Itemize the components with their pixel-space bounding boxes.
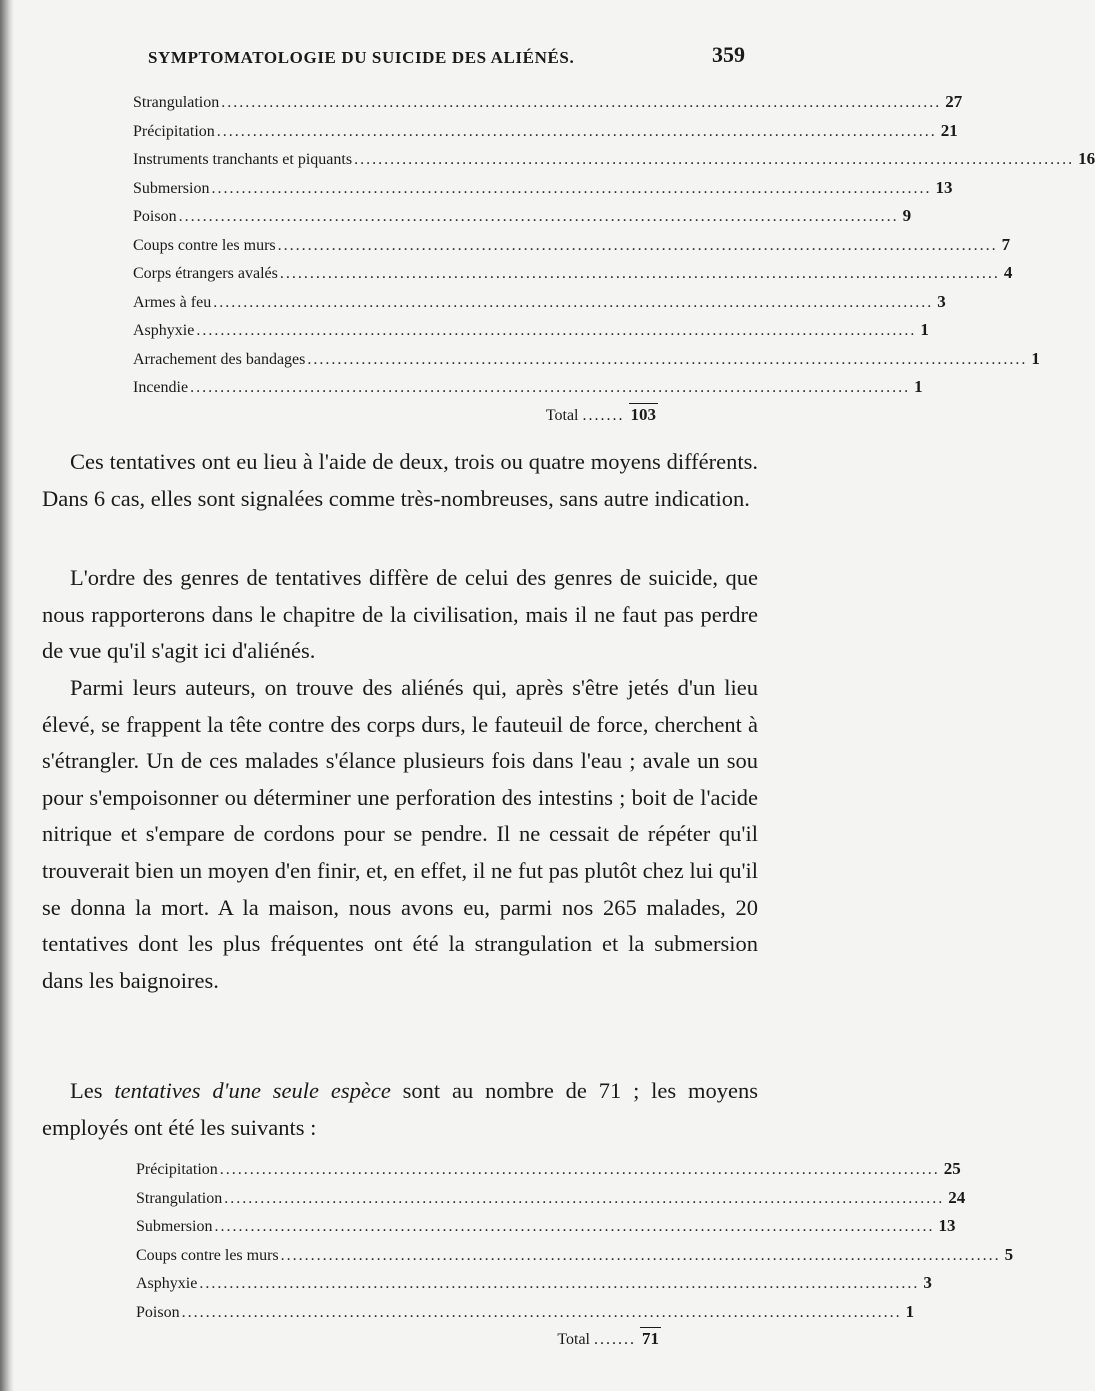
single-kind-means-table (136, 1155, 1014, 1354)
dot-leader: ........................................................................................................................ (280, 1246, 1001, 1264)
dot-leader: ........................................................................................................................ (224, 1189, 945, 1207)
table-row (133, 202, 912, 231)
dot-leader: ........................................................................................................................ (219, 1161, 940, 1178)
row-value: 7 (1001, 234, 1011, 254)
dot-leader: ........................................................................................................................ (181, 1303, 902, 1321)
row-value: 27 (945, 92, 963, 111)
row-label: Submersion (136, 1218, 213, 1235)
dot-leader: ........................................................................................................................ (279, 265, 1000, 282)
row-label: Strangulation (133, 94, 220, 111)
dot-leader: ....... (582, 406, 625, 424)
row-value: 21 (940, 120, 958, 140)
dot-leader: ........................................................................................................................ (277, 236, 998, 254)
row-value: 1 (905, 1301, 915, 1321)
row-label: Incendie (133, 379, 189, 396)
table-row (133, 174, 953, 203)
table-row (133, 373, 923, 402)
paragraph-single-kind-end: sont au nombre de 71 ; les moyens employés ont été les suivants : (42, 1078, 758, 1140)
row-value: 4 (1003, 263, 1013, 282)
dot-leader: ........................................................................................................................ (354, 151, 1075, 168)
table-row (133, 145, 1095, 174)
dot-leader: ........................................................................................................................ (211, 179, 932, 197)
dot-leader: ....... (594, 1331, 636, 1348)
page-number: 359 (712, 42, 745, 67)
dot-leader: ........................................................................................................................ (213, 293, 934, 311)
row-label: Arrachement des bandages (133, 350, 306, 368)
paragraph-cases: Parmi leurs auteurs, on trouve des aliénés qui, après s'être jetés d'un lieu élevé, se frappent la tête contre des corps durs, le fauteuil de force, cherchent à s'étrangler. Un de ces malades s'élance plusieurs fois dans l'eau ; avale un sou pour s'empoisonner ou déterminer une perforation des intestins ; boit de l'acide nitrique et s'empare de cordons pour se pendre. Il ne cessait de répéter qu'il trouverait bien un moyen d'en finir, et, en effet, il ne fut pas plutôt chez lui qu'il se donna la mort. A la maison, nous avons eu, parmi nos 265 malades, 20 tentatives dont les plus fréquentes ont été la strangulation et la submersion dans les baignoires. (42, 675, 758, 993)
paragraph-single-kind (42, 1073, 758, 1146)
table-row (133, 259, 1013, 288)
row-value: 3 (923, 1273, 932, 1292)
row-label: Coups contre les murs (133, 236, 276, 254)
paragraph-means-combined: Ces tentatives ont eu lieu à l'aide de deux, trois ou quatre moyens différents. Dans 6 cas, elles sont signalées comme très-nombreuses, sans autre indication. (42, 449, 758, 511)
paragraph-single-kind-italic: tentatives d'une seule espèce (114, 1078, 391, 1103)
row-label: Poison (133, 208, 177, 225)
row-label: Armes à feu (133, 293, 212, 311)
row-value: 9 (902, 206, 912, 225)
row-label: Asphyxie (133, 322, 195, 339)
table-row (133, 231, 1011, 260)
row-value: 24 (948, 1187, 966, 1207)
table-total-row (136, 1326, 661, 1354)
paragraph-order-of-genres: L'ordre des genres de tentatives diffère de celui des genres de suicide, que nous rapporterons dans le chapitre de la civilisation, mais il ne faut pas perdre de vue qu'il s'agit ici d'aliénés. (42, 565, 758, 664)
row-value: 1 (920, 320, 929, 339)
dot-leader: ........................................................................................................................ (307, 350, 1028, 368)
row-value: 13 (938, 1216, 956, 1235)
table-row (133, 345, 1040, 374)
table-row (136, 1241, 1014, 1270)
dot-leader: ........................................................................................................................ (216, 122, 937, 140)
row-label: Précipitation (133, 122, 215, 140)
total-label: Total (545, 406, 579, 424)
row-value: 13 (935, 177, 953, 197)
row-label: Submersion (133, 179, 210, 197)
total-label: Total (557, 1331, 590, 1348)
paragraph-single-kind-start: Les (70, 1078, 115, 1103)
dot-leader: ........................................................................................................................ (178, 208, 899, 225)
table-row (136, 1269, 932, 1298)
row-label: Instruments tranchants et piquants (133, 151, 353, 168)
table-total-row (133, 402, 658, 430)
row-value: 5 (1004, 1244, 1014, 1264)
row-label: Strangulation (136, 1189, 223, 1207)
total-value: 103 (630, 404, 656, 424)
row-value: 1 (914, 377, 923, 396)
dot-leader: ........................................................................................................................ (221, 94, 942, 111)
row-label: Poison (136, 1303, 180, 1321)
row-value: 16 (1078, 149, 1095, 168)
table-row (133, 316, 929, 345)
dot-leader: ........................................................................................................................ (199, 1275, 920, 1292)
row-value: 1 (1031, 348, 1040, 368)
row-label: Coups contre les murs (136, 1246, 279, 1264)
row-value: 3 (937, 291, 946, 311)
table-row (136, 1298, 915, 1327)
running-title: SYMPTOMATOLOGIE DU SUICIDE DES ALIÉNÉS. (148, 48, 575, 67)
total-value: 71 (642, 1329, 659, 1348)
row-label: Corps étrangers avalés (133, 265, 278, 282)
attempts-means-table (133, 88, 1095, 430)
table-row (133, 117, 958, 146)
table-row (136, 1212, 956, 1241)
row-label: Précipitation (136, 1161, 218, 1178)
row-value: 25 (943, 1159, 961, 1178)
page-edge-shadow (0, 0, 14, 1391)
table-row (136, 1155, 961, 1184)
table-row (136, 1184, 966, 1213)
dot-leader: ........................................................................................................................ (214, 1218, 935, 1235)
dot-leader: ........................................................................................................................ (196, 322, 917, 339)
page-header (0, 42, 800, 72)
dot-leader: ........................................................................................................................ (190, 379, 911, 396)
table-row (133, 288, 946, 317)
table-row (133, 88, 963, 117)
row-label: Asphyxie (136, 1275, 198, 1292)
